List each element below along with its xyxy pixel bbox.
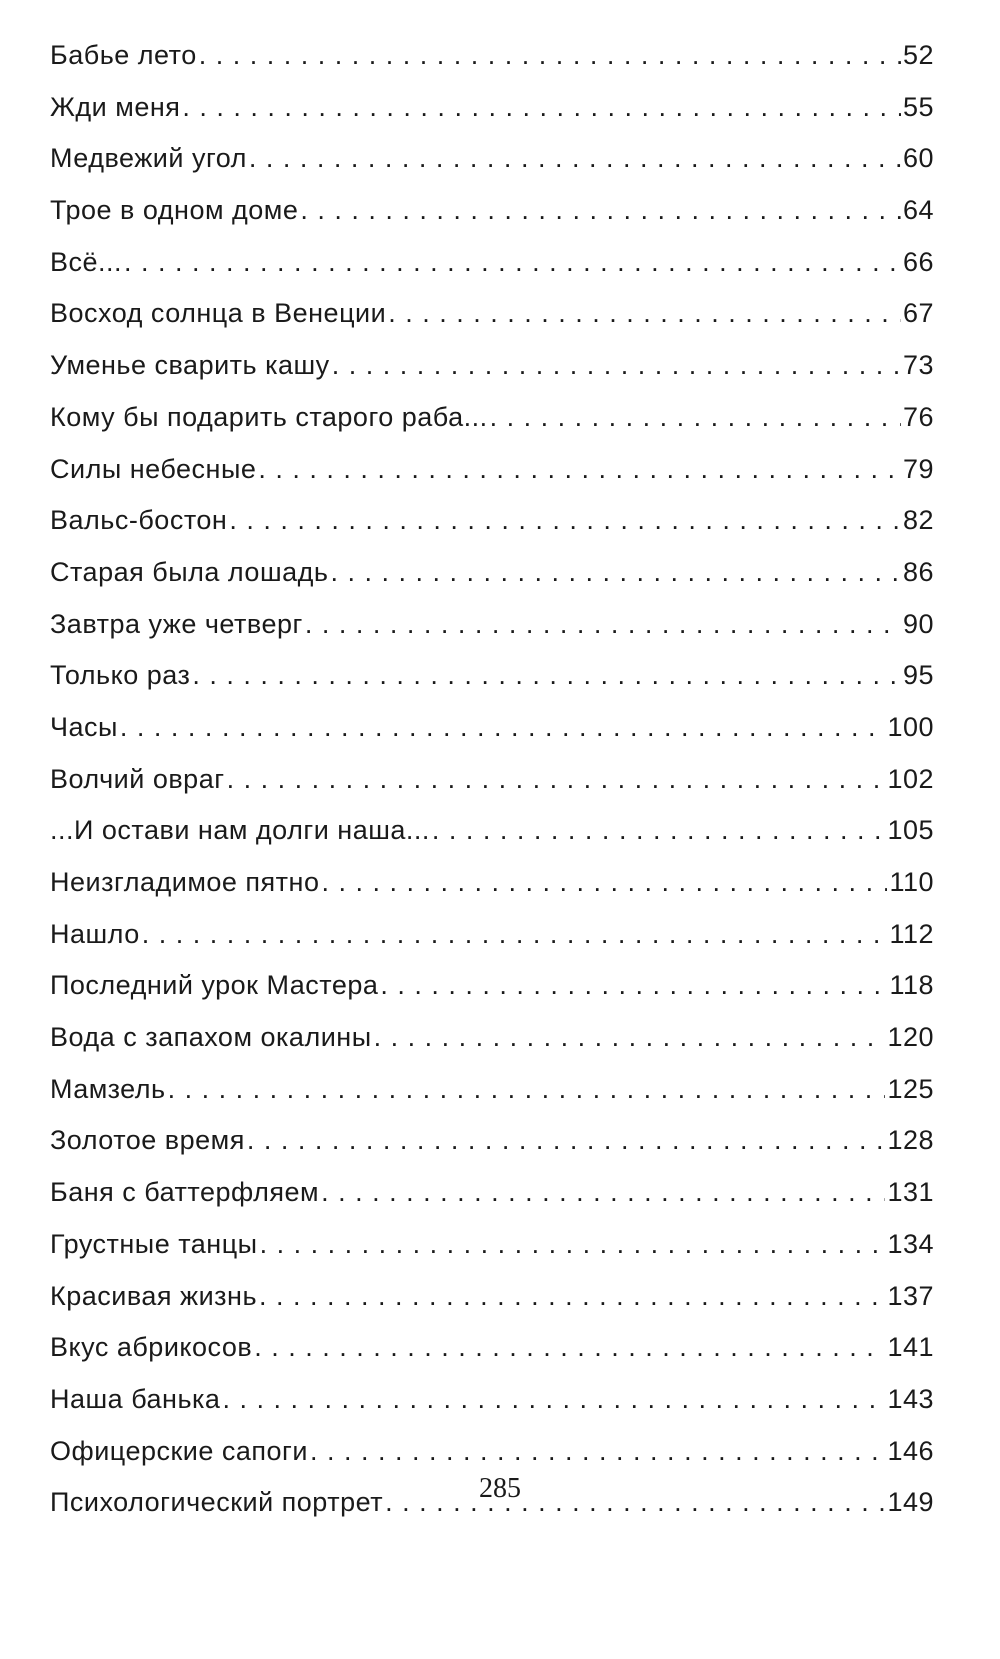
toc-entry-page: 118 (889, 970, 934, 1001)
toc-entry-page: 64 (902, 195, 934, 226)
toc-entry-title: Психологический портрет (50, 1487, 384, 1518)
toc-entry-page: 102 (887, 763, 934, 794)
toc-dot-leader (332, 352, 901, 379)
toc-entry-page: 60 (902, 143, 934, 174)
toc-entry-page: 137 (887, 1280, 934, 1311)
toc-entry-page: 128 (887, 1125, 934, 1156)
toc-entry-page: 112 (889, 918, 934, 949)
toc-entry-title: Только раз (50, 660, 191, 691)
toc-entry (50, 662, 934, 714)
toc-dot-leader (260, 1231, 886, 1258)
toc-entry-title: Бабье лето (50, 40, 197, 70)
table-of-contents (50, 42, 934, 1541)
toc-entry-page: 82 (902, 505, 934, 536)
toc-entry (50, 1127, 934, 1179)
toc-entry (50, 42, 934, 94)
toc-dot-leader (192, 662, 901, 689)
toc-entry-page: 76 (902, 401, 934, 432)
toc-entry-title: Вода с запахом окалины (50, 1022, 372, 1053)
toc-dot-leader (490, 404, 901, 431)
toc-entry-title: Силы небесные (50, 453, 257, 484)
toc-entry (50, 1228, 934, 1283)
toc-dot-leader (120, 714, 886, 741)
toc-entry-title: Золотое время (50, 1125, 245, 1156)
toc-entry-title: ...И остави нам долги наша... (50, 815, 430, 846)
toc-dot-leader (142, 921, 888, 948)
toc-entry-title: Часы (50, 711, 118, 742)
toc-entry (50, 1073, 934, 1128)
toc-dot-leader (229, 507, 901, 534)
toc-entry-title: Нашло (50, 918, 140, 949)
toc-dot-leader (222, 1386, 885, 1413)
toc-entry-title: Завтра уже четверг (50, 608, 303, 639)
toc-entry-title: Медвежий угол (50, 143, 247, 174)
toc-dot-leader (305, 611, 901, 638)
toc-dot-leader (388, 300, 901, 327)
toc-dot-leader (227, 766, 886, 793)
toc-entry-page: 73 (902, 350, 934, 381)
toc-entry (50, 972, 934, 1024)
toc-entry (50, 453, 934, 508)
toc-entry-page: 149 (887, 1487, 934, 1518)
toc-entry-title: Неизгладимое пятно (50, 867, 320, 897)
toc-entry-title: Офицерские сапоги (50, 1435, 308, 1466)
toc-dot-leader (321, 1179, 885, 1206)
toc-entry-title: Мамзель (50, 1073, 166, 1104)
toc-entry (50, 711, 934, 766)
toc-dot-leader (182, 94, 901, 121)
page-number: 285 (479, 1473, 521, 1504)
toc-entry (50, 145, 934, 197)
toc-entry-title: Уменье сварить кашу (50, 350, 330, 381)
toc-entry (50, 918, 934, 973)
toc-entry-title: Всё... (50, 246, 123, 277)
toc-entry-title: Восход солнца в Венеции (50, 298, 387, 329)
toc-entry (50, 401, 934, 456)
toc-entry (50, 197, 934, 249)
toc-entry (50, 1383, 934, 1438)
toc-entry-title: Наша банька (50, 1383, 221, 1414)
toc-entry (50, 869, 934, 921)
toc-entry-title: Старая была лошадь (50, 556, 329, 587)
toc-entry-page: 86 (902, 556, 934, 587)
toc-entry-page: 67 (902, 298, 934, 329)
toc-entry-title: Вальс-бостон (50, 505, 228, 536)
toc-dot-leader (310, 1438, 885, 1465)
toc-entry-page: 105 (887, 815, 934, 846)
toc-entry-title: Трое в одном доме (50, 195, 299, 226)
toc-entry-page: 79 (902, 453, 934, 484)
toc-entry (50, 763, 934, 818)
toc-entry-page: 52 (902, 40, 934, 70)
toc-dot-leader (258, 456, 901, 483)
toc-entry (50, 556, 934, 611)
toc-entry-page: 90 (902, 608, 934, 639)
toc-dot-leader (249, 145, 901, 172)
toc-dot-leader (254, 1334, 885, 1361)
toc-entry-page: 125 (887, 1073, 934, 1104)
toc-entry (50, 1280, 934, 1335)
toc-dot-leader (432, 817, 886, 844)
toc-entry-page: 66 (902, 246, 934, 277)
toc-entry (50, 1024, 934, 1076)
toc-entry (50, 352, 934, 404)
toc-entry (50, 1179, 934, 1231)
toc-entry-title: Кому бы подарить старого раба... (50, 401, 488, 432)
toc-dot-leader (247, 1127, 886, 1154)
toc-entry-page: 100 (887, 711, 934, 742)
toc-dot-leader (300, 197, 901, 224)
toc-entry-page: 131 (887, 1177, 934, 1208)
toc-dot-leader (330, 559, 901, 586)
toc-dot-leader (168, 1076, 886, 1103)
toc-dot-leader (380, 972, 887, 999)
toc-dot-leader (374, 1024, 886, 1051)
toc-entry-page: 110 (889, 867, 934, 897)
toc-entry (50, 300, 934, 352)
toc-entry (50, 507, 934, 559)
toc-entry (50, 608, 934, 663)
toc-entry-page: 143 (887, 1383, 934, 1414)
toc-entry (50, 91, 934, 146)
toc-dot-leader (124, 249, 901, 276)
toc-dot-leader (259, 1283, 885, 1310)
toc-entry-title: Грустные танцы (50, 1228, 258, 1259)
toc-entry-title: Жди меня (50, 91, 181, 122)
toc-entry-title: Волчий овраг (50, 763, 225, 794)
toc-entry-page: 55 (902, 91, 934, 122)
toc-entry (50, 1334, 934, 1386)
toc-entry-title: Вкус абрикосов (50, 1332, 253, 1363)
toc-entry-page: 134 (887, 1228, 934, 1259)
toc-entry (50, 246, 934, 301)
toc-entry-page: 146 (887, 1435, 934, 1466)
toc-entry-title: Красивая жизнь (50, 1280, 258, 1311)
toc-entry-title: Баня с баттерфляем (50, 1177, 320, 1208)
toc-dot-leader (321, 869, 887, 896)
toc-entry (50, 817, 934, 869)
toc-entry-page: 120 (887, 1022, 934, 1053)
toc-entry-page: 95 (902, 660, 934, 691)
toc-entry-title: Последний урок Мастера (50, 970, 379, 1001)
toc-dot-leader (199, 42, 901, 69)
toc-entry-page: 141 (887, 1332, 934, 1363)
